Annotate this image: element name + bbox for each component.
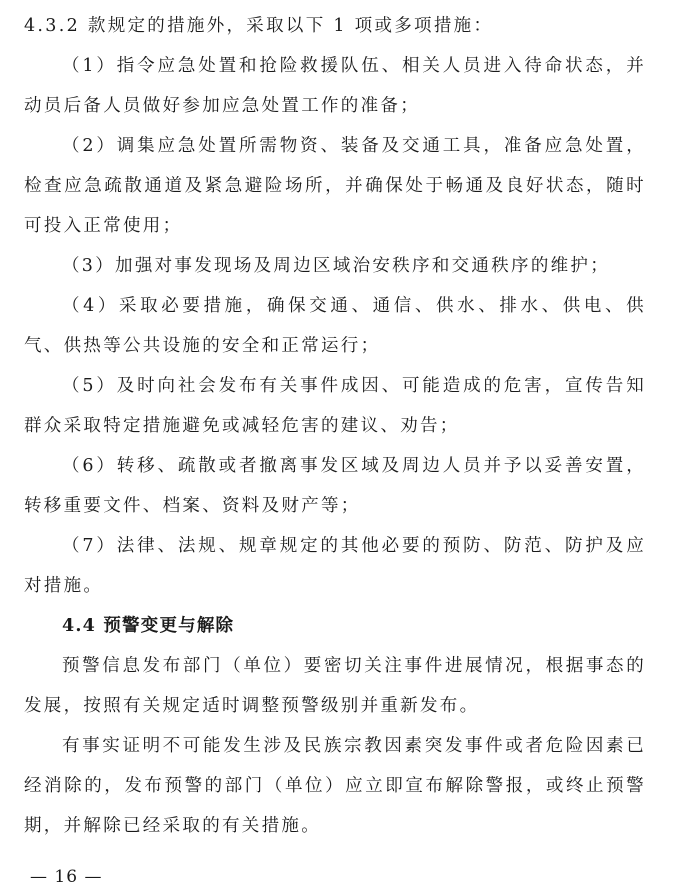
measure-item-3: （3）加强对事发现场及周边区域治安秩序和交通秩序的维护； [62,256,611,276]
measure-item-2: （2）调集应急处置所需物资、装备及交通工具，准备应急处置，检查应急疏散通道及紧急避险场所，并确保处于畅通及良好状态，随时可投入正常使用； [24,136,646,236]
measure-item-6: （6）转移、疏散或者撤离事发区域及周边人员并予以妥善安置，转移重要文件、档案、资料及财产等； [24,456,646,516]
measure-item-7: （7）法律、法规、规章规定的其他必要的预防、防范、防护及应对措施。 [24,536,646,596]
measure-item-5: （5）及时向社会发布有关事件成因、可能造成的危害，宣传告知群众采取特定措施避免或减轻危害的建议、劝告； [24,376,646,436]
body-paragraph-adjust-warning: 预警信息发布部门（单位）要密切关注事件进展情况，根据事态的发展，按照有关规定适时调整预警级别并重新发布。 [24,656,646,716]
measure-item-4: （4）采取必要措施，确保交通、通信、供水、排水、供电、供气、供热等公共设施的安全和正常运行； [24,296,646,356]
page-number: — 16 — [30,867,103,887]
measure-item-1: （1）指令应急处置和抢险救援队伍、相关人员进入待命状态，并动员后备人员做好参加应急处置工作的准备； [24,56,646,116]
document-body [24,6,646,846]
body-paragraph-lift-warning: 有事实证明不可能发生涉及民族宗教因素突发事件或者危险因素已经消除的，发布预警的部门（单位）应立即宣布解除警报，或终止预警期，并解除已经采取的有关措施。 [24,736,646,836]
section-heading-4-4: 4.4 预警变更与解除 [62,616,235,636]
continuation-paragraph: 4.3.2 款规定的措施外，采取以下 1 项或多项措施： [24,16,494,36]
